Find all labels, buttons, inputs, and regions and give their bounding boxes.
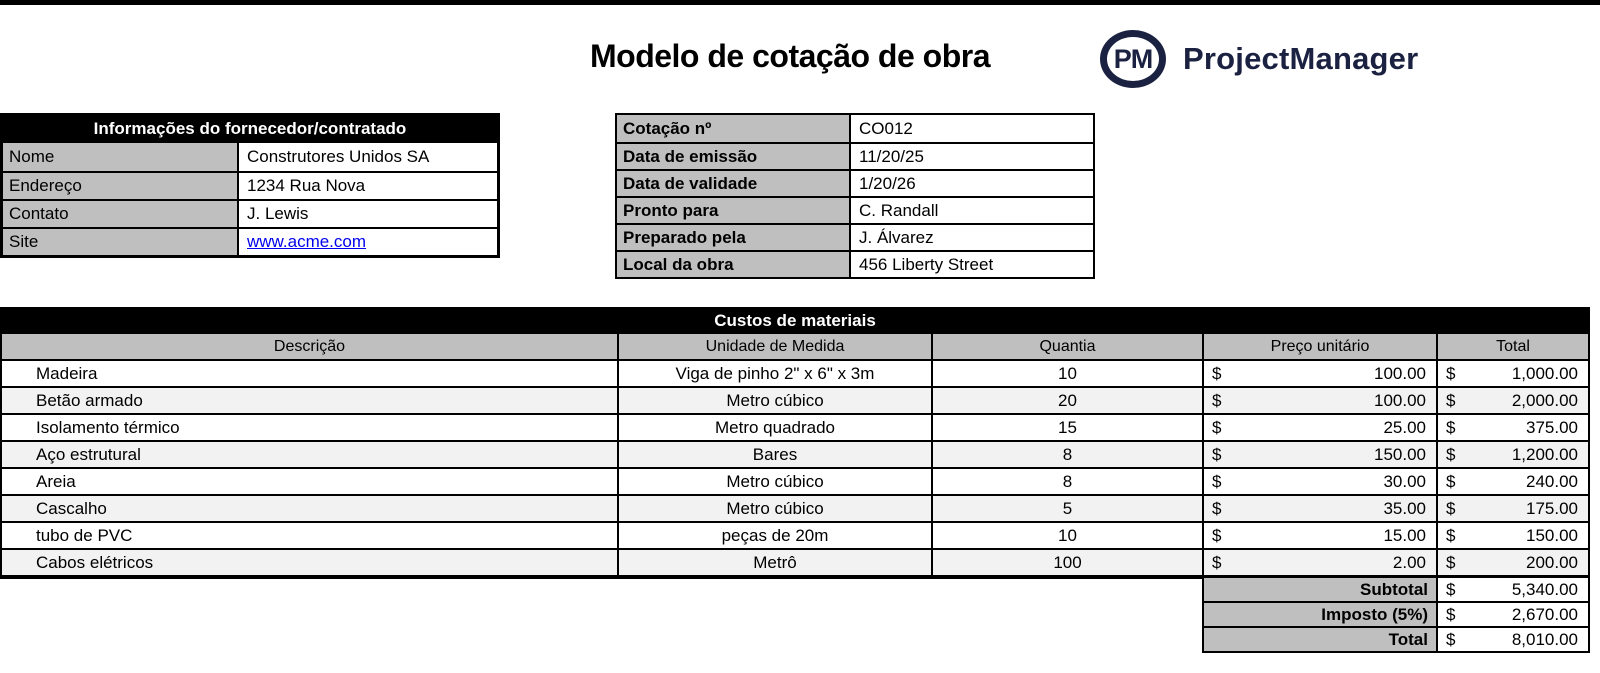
material-total <box>1438 442 1588 469</box>
material-unit: peças de 20m <box>619 523 933 550</box>
unit-price-amount: 15.00 <box>1383 525 1426 545</box>
row-label: Nome <box>3 143 239 171</box>
table-row <box>3 199 497 227</box>
material-row <box>2 469 1588 496</box>
material-unit: Viga de pinho 2" x 6" x 3m <box>619 361 933 388</box>
material-quantity: 8 <box>933 442 1204 469</box>
material-quantity: 20 <box>933 388 1204 415</box>
material-row <box>2 361 1588 388</box>
row-label: Site <box>3 229 239 255</box>
row-value: 11/20/25 <box>859 146 924 166</box>
supplier-table-rows <box>3 143 497 255</box>
column-header-total: Total <box>1496 337 1530 355</box>
material-description: Cascalho <box>2 496 619 523</box>
material-unit-price <box>1204 388 1438 415</box>
summary-row <box>0 601 1590 628</box>
summary-label: Imposto (5%) <box>1202 601 1438 628</box>
unit-price-amount: 150.00 <box>1374 444 1426 464</box>
material-quantity: 100 <box>933 550 1204 577</box>
material-quantity: 10 <box>933 361 1204 388</box>
table-row <box>617 250 1093 277</box>
currency-symbol: $ <box>1212 417 1222 437</box>
material-unit: Metro cúbico <box>619 388 933 415</box>
material-unit-price <box>1204 442 1438 469</box>
currency-symbol: $ <box>1212 552 1222 572</box>
material-description: tubo de PVC <box>2 523 619 550</box>
material-unit: Metro cúbico <box>619 496 933 523</box>
brand-logo <box>1100 30 1418 88</box>
material-total <box>1438 550 1588 577</box>
row-label: Endereço <box>3 173 239 199</box>
total-amount: 2,000.00 <box>1511 390 1578 410</box>
material-row <box>2 523 1588 550</box>
currency-symbol: $ <box>1446 498 1456 518</box>
material-total <box>1438 415 1588 442</box>
material-description: Isolamento térmico <box>2 415 619 442</box>
summary-row <box>0 626 1590 653</box>
brand-name: ProjectManager <box>1183 41 1419 76</box>
material-unit-price <box>1204 469 1438 496</box>
material-total <box>1438 496 1588 523</box>
materials-header-row <box>2 334 1588 361</box>
unit-price-amount: 100.00 <box>1374 390 1426 410</box>
summary-spacer <box>0 576 1202 603</box>
row-label: Contato <box>3 201 239 227</box>
table-row <box>617 196 1093 223</box>
material-quantity: 10 <box>933 523 1204 550</box>
material-total <box>1438 361 1588 388</box>
row-value: J. Álvarez <box>859 227 934 247</box>
material-description: Madeira <box>2 361 619 388</box>
summary-value <box>1438 626 1590 653</box>
material-description: Areia <box>2 469 619 496</box>
table-row <box>617 169 1093 196</box>
summary-amount: 8,010.00 <box>1511 629 1578 649</box>
material-unit: Metrô <box>619 550 933 577</box>
row-label: Data de emissão <box>617 144 851 169</box>
materials-rows <box>2 361 1588 577</box>
material-description: Cabos elétricos <box>2 550 619 577</box>
material-unit-price <box>1204 523 1438 550</box>
total-amount: 1,200.00 <box>1511 444 1578 464</box>
summary-row <box>0 576 1590 603</box>
table-row <box>3 143 497 171</box>
total-amount: 375.00 <box>1526 417 1578 437</box>
top-black-bar <box>0 0 1600 5</box>
currency-symbol: $ <box>1446 471 1456 491</box>
table-row <box>3 171 497 199</box>
row-label: Cotação nº <box>617 115 851 142</box>
material-unit-price <box>1204 496 1438 523</box>
pm-logo-icon: PM <box>1100 30 1166 88</box>
summary-value <box>1438 601 1590 628</box>
material-total <box>1438 523 1588 550</box>
currency-symbol: $ <box>1446 552 1456 572</box>
currency-symbol: $ <box>1446 444 1456 464</box>
material-unit-price <box>1204 550 1438 577</box>
table-row <box>617 223 1093 250</box>
unit-price-amount: 2.00 <box>1392 552 1426 572</box>
material-description: Aço estrutural <box>2 442 619 469</box>
material-row <box>2 442 1588 469</box>
supplier-info-table <box>0 113 500 258</box>
summary-label: Total <box>1202 626 1438 653</box>
currency-symbol: $ <box>1446 525 1456 545</box>
currency-symbol: $ <box>1446 604 1456 624</box>
material-unit-price <box>1204 361 1438 388</box>
row-value: CO012 <box>859 118 913 138</box>
material-unit: Bares <box>619 442 933 469</box>
material-total <box>1438 469 1588 496</box>
row-value: Construtores Unidos SA <box>247 147 430 166</box>
total-amount: 1,000.00 <box>1511 363 1578 383</box>
row-label: Data de validade <box>617 171 851 196</box>
summary-label: Subtotal <box>1202 576 1438 603</box>
table-row <box>617 142 1093 169</box>
currency-symbol: $ <box>1212 525 1222 545</box>
summary-spacer <box>0 601 1202 628</box>
summary-amount: 2,670.00 <box>1511 604 1578 624</box>
materials-table <box>0 307 1590 579</box>
material-total <box>1438 388 1588 415</box>
unit-price-amount: 35.00 <box>1383 498 1426 518</box>
supplier-table-header: Informações do fornecedor/contratado <box>3 115 497 143</box>
quote-info-table <box>615 113 1095 279</box>
currency-symbol: $ <box>1446 417 1456 437</box>
material-description: Betão armado <box>2 388 619 415</box>
material-quantity: 15 <box>933 415 1204 442</box>
table-row <box>617 115 1093 142</box>
row-value: J. Lewis <box>247 204 309 223</box>
column-header-unit-price: Preço unitário <box>1204 334 1438 359</box>
summary-spacer <box>0 626 1202 653</box>
column-header-quantity: Quantia <box>933 334 1204 359</box>
currency-symbol: $ <box>1212 471 1222 491</box>
materials-table-title: Custos de materiais <box>2 307 1588 334</box>
currency-symbol: $ <box>1446 579 1456 599</box>
currency-symbol: $ <box>1446 363 1456 383</box>
unit-price-amount: 100.00 <box>1374 363 1426 383</box>
unit-price-amount: 30.00 <box>1383 471 1426 491</box>
unit-price-amount: 25.00 <box>1383 417 1426 437</box>
material-row <box>2 388 1588 415</box>
material-row <box>2 496 1588 523</box>
material-row <box>2 415 1588 442</box>
page-title: Modelo de cotação de obra <box>589 38 991 74</box>
website-link[interactable]: www.acme.com <box>247 232 367 251</box>
total-amount: 240.00 <box>1526 471 1578 491</box>
material-quantity: 8 <box>933 469 1204 496</box>
material-unit: Metro cúbico <box>619 469 933 496</box>
material-unit-price <box>1204 415 1438 442</box>
column-header-unit: Unidade de Medida <box>619 334 933 359</box>
material-unit: Metro quadrado <box>619 415 933 442</box>
column-header-description: Descrição <box>2 334 619 359</box>
summary-value <box>1438 576 1590 603</box>
material-row <box>2 550 1588 577</box>
row-label: Pronto para <box>617 198 851 223</box>
material-quantity: 5 <box>933 496 1204 523</box>
table-row <box>3 227 497 255</box>
row-value: 456 Liberty Street <box>859 254 994 274</box>
currency-symbol: $ <box>1212 363 1222 383</box>
currency-symbol: $ <box>1212 390 1222 410</box>
row-value: 1/20/26 <box>859 173 916 193</box>
total-amount: 200.00 <box>1526 552 1578 572</box>
quote-table-rows <box>617 115 1093 277</box>
row-value: C. Randall <box>859 200 939 220</box>
currency-symbol: $ <box>1212 498 1222 518</box>
currency-symbol: $ <box>1446 390 1456 410</box>
total-amount: 175.00 <box>1526 498 1578 518</box>
row-label: Preparado pela <box>617 225 851 250</box>
currency-symbol: $ <box>1212 444 1222 464</box>
summary-amount: 5,340.00 <box>1511 579 1578 599</box>
row-value: 1234 Rua Nova <box>247 176 366 195</box>
total-amount: 150.00 <box>1526 525 1578 545</box>
currency-symbol: $ <box>1446 629 1456 649</box>
row-label: Local da obra <box>617 252 851 277</box>
summary-section <box>0 576 1590 653</box>
